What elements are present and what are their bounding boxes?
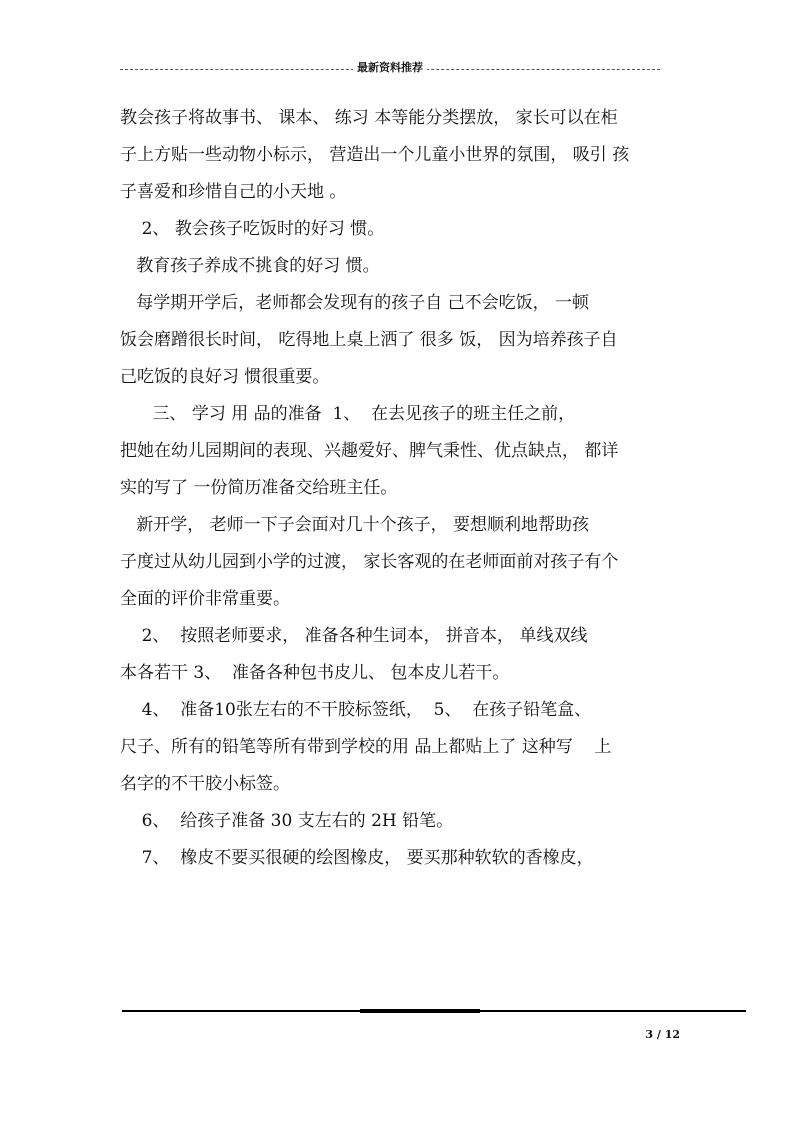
body-line: 2、 教会孩子吃饭时的好习 惯。 [120,219,385,239]
body-line: 子喜爱和珍惜自己的小天地 。 [120,182,347,202]
body-line: 教育孩子养成不挑食的好习 惯。 [120,256,380,276]
body-line: 子上方贴一些动物小标示， 营造出一个儿童小世界的氛围， 吸引 孩 [120,145,630,165]
footer-rule-accent [360,1009,480,1013]
body-line: 教会孩子将故事书、 课本、 练习 本等能分类摆放， 家长可以在柜 [120,108,618,128]
body-line: 7、 橡皮不要买很硬的绘图橡皮， 要买那种软软的香橡皮， [120,848,594,868]
header-title: 最新资料推荐 [353,58,427,78]
body-line: 新开学， 老师一下子会面对几十个孩子， 要想顺利地帮助孩 [120,515,590,535]
body-line: 己吃饭的良好习 惯很重要。 [120,367,330,387]
body-line: 实的写了 一份简历准备交给班主任。 [120,478,398,498]
body-line: 全面的评价非常重要。 [120,589,290,609]
page-header [120,58,660,78]
body-line: 名字的不干胶小标签。 [120,774,290,794]
body-line: 三、 学习 用 品的准备 1、 在去见孩子的班主任之前， [120,404,576,424]
body-line: 4、 准备10张左右的不干胶标签纸， 5、 在孩子铅笔盒、 [120,700,592,720]
body-line: 饭会磨蹭很长时间， 吃得地上桌上洒了 很多 饭， 因为培养孩子自 [120,330,618,350]
body-line: 6、 给孩子准备 30 支左右的 2H 铅笔。 [120,811,454,831]
body-line: 2、 按照老师要求， 准备各种生词本， 拼音本， 单线双线 [120,626,588,646]
body-line: 尺子、所有的铅笔等所有带到学校的用 品上都贴上了 这种写 上 [120,737,612,757]
body-line: 本各若干 3、 准备各种包书皮儿、 包本皮儿若干。 [120,663,510,683]
body-line: 把她在幼儿园期间的表现、兴趣爱好、脾气秉性、优点缺点， 都详 [120,441,619,461]
document-body [120,100,686,877]
page-number: 3 / 12 [645,1028,680,1041]
body-line: 子度过从幼儿园到小学的过渡， 家长客观的在老师面前对孩子有个 [120,552,619,572]
body-line: 每学期开学后，老师都会发现有的孩子自 己不会吃饭， 一顿 [120,293,590,313]
